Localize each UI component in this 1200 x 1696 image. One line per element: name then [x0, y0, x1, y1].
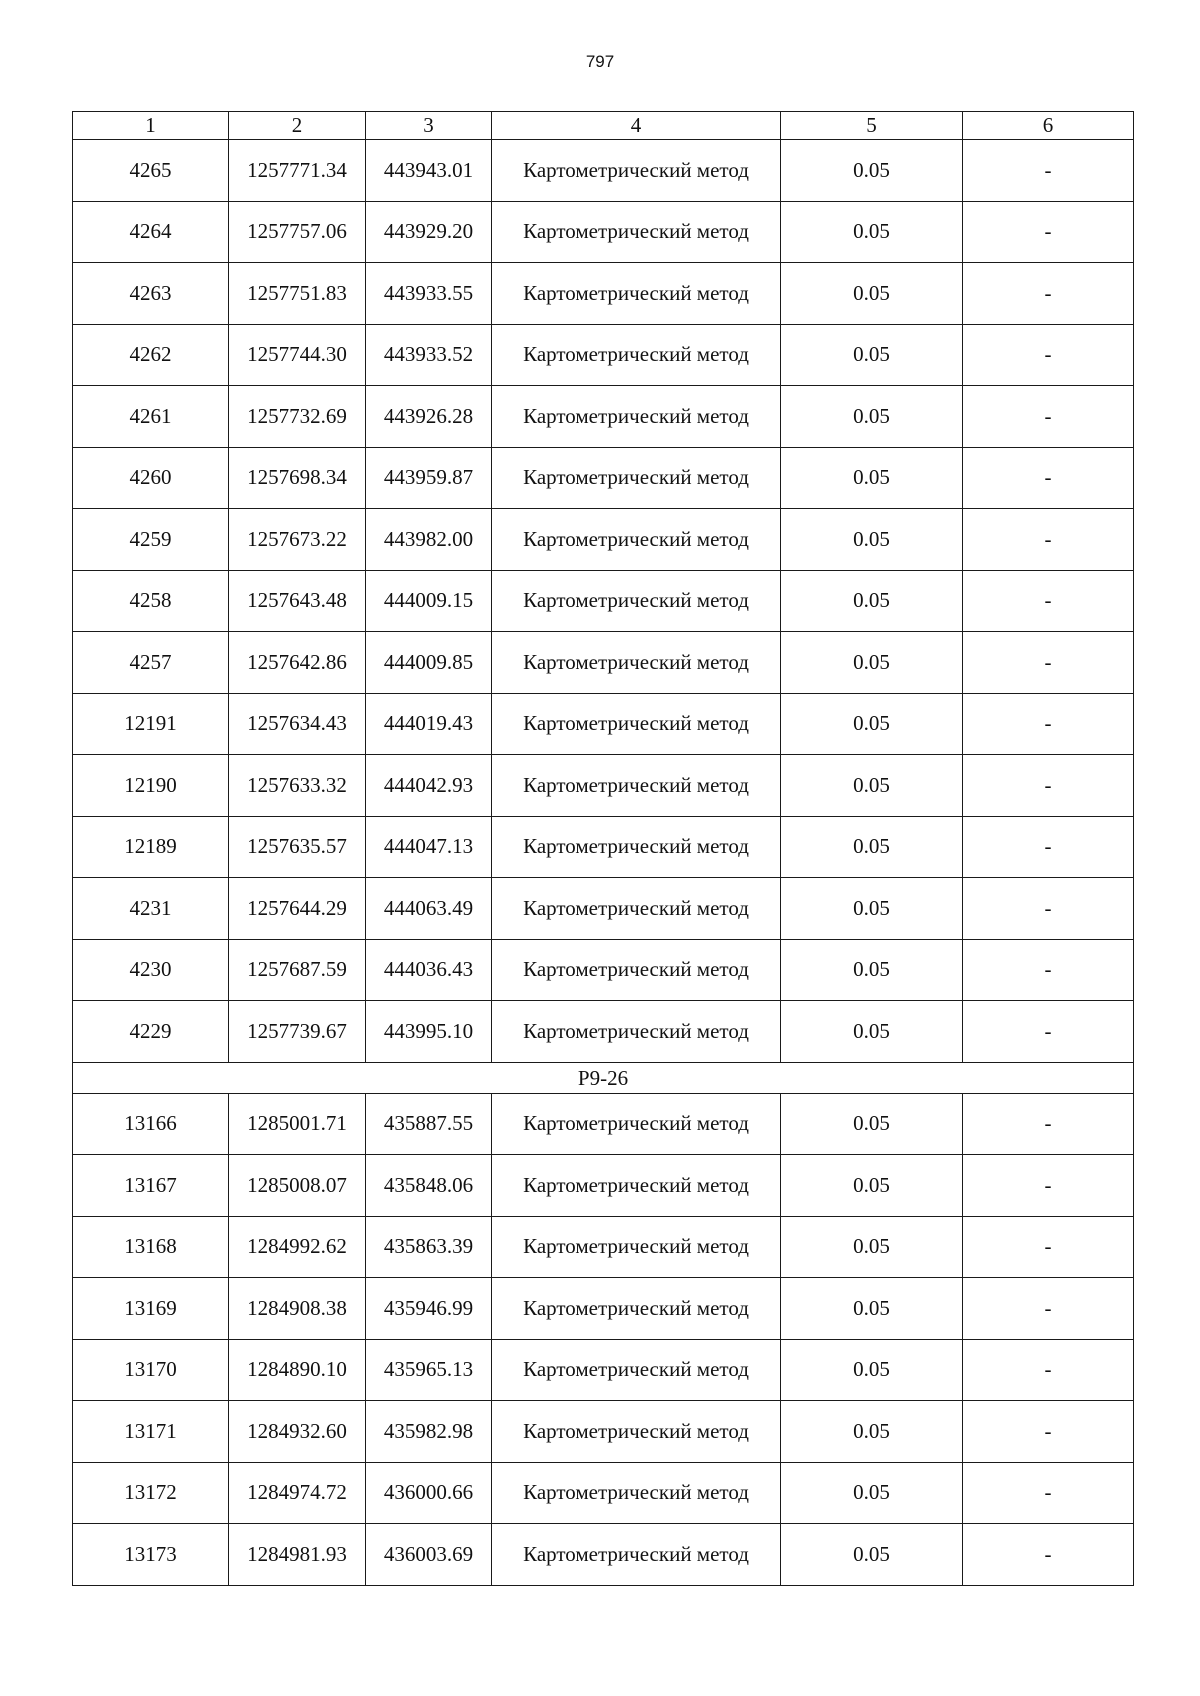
column-header-3: 3 — [366, 112, 492, 140]
table-cell-col-6: - — [963, 1401, 1134, 1463]
table-cell-col-2: 1257739.67 — [229, 1001, 366, 1063]
table-cell-col-5: 0.05 — [781, 1401, 963, 1463]
table-cell-col-5: 0.05 — [781, 1524, 963, 1586]
table-body — [73, 140, 1134, 1586]
table-cell-col-6: - — [963, 201, 1134, 263]
table-cell-col-6: - — [963, 816, 1134, 878]
table-row — [73, 386, 1134, 448]
table-cell-col-1: 12190 — [73, 755, 229, 817]
section-row — [73, 1062, 1134, 1093]
table-cell-col-4: Картометрический метод — [492, 1001, 781, 1063]
table-cell-col-5: 0.05 — [781, 939, 963, 1001]
table-cell-col-2: 1257643.48 — [229, 570, 366, 632]
table-cell-col-3: 443959.87 — [366, 447, 492, 509]
table-cell-col-4: Картометрический метод — [492, 1339, 781, 1401]
table-row — [73, 1462, 1134, 1524]
table-cell-col-5: 0.05 — [781, 632, 963, 694]
table-cell-col-6: - — [963, 1339, 1134, 1401]
table-cell-col-5: 0.05 — [781, 324, 963, 386]
table-row — [73, 693, 1134, 755]
table-row — [73, 201, 1134, 263]
table-cell-col-3: 443933.55 — [366, 263, 492, 325]
column-header-4: 4 — [492, 112, 781, 140]
table-cell-col-4: Картометрический метод — [492, 755, 781, 817]
table-cell-col-6: - — [963, 1155, 1134, 1217]
table-cell-col-6: - — [963, 324, 1134, 386]
table-cell-col-1: 13167 — [73, 1155, 229, 1217]
table-cell-col-3: 443933.52 — [366, 324, 492, 386]
table-cell-col-5: 0.05 — [781, 755, 963, 817]
table-cell-col-6: - — [963, 140, 1134, 202]
table-cell-col-5: 0.05 — [781, 1278, 963, 1340]
table-cell-col-2: 1257633.32 — [229, 755, 366, 817]
table-cell-col-5: 0.05 — [781, 386, 963, 448]
table-cell-col-4: Картометрический метод — [492, 1278, 781, 1340]
table-cell-col-3: 444009.85 — [366, 632, 492, 694]
table-cell-col-2: 1284974.72 — [229, 1462, 366, 1524]
table-cell-col-2: 1284908.38 — [229, 1278, 366, 1340]
table-cell-col-1: 4229 — [73, 1001, 229, 1063]
table-cell-col-4: Картометрический метод — [492, 816, 781, 878]
table-cell-col-1: 4258 — [73, 570, 229, 632]
table-row — [73, 755, 1134, 817]
table-cell-col-3: 443982.00 — [366, 509, 492, 571]
table-row — [73, 632, 1134, 694]
table-cell-col-6: - — [963, 693, 1134, 755]
table-cell-col-6: - — [963, 1278, 1134, 1340]
table-cell-col-4: Картометрический метод — [492, 1155, 781, 1217]
section-label: Р9-26 — [73, 1062, 1134, 1093]
table-row — [73, 509, 1134, 571]
column-header-6: 6 — [963, 112, 1134, 140]
table-cell-col-2: 1257751.83 — [229, 263, 366, 325]
table-cell-col-1: 13173 — [73, 1524, 229, 1586]
table-cell-col-5: 0.05 — [781, 816, 963, 878]
table-cell-col-3: 435946.99 — [366, 1278, 492, 1340]
table-cell-col-1: 13169 — [73, 1278, 229, 1340]
table-cell-col-3: 435863.39 — [366, 1216, 492, 1278]
table-cell-col-4: Картометрический метод — [492, 1462, 781, 1524]
column-header-5: 5 — [781, 112, 963, 140]
table-cell-col-4: Картометрический метод — [492, 447, 781, 509]
table-cell-col-1: 4261 — [73, 386, 229, 448]
table-cell-col-1: 13170 — [73, 1339, 229, 1401]
table-cell-col-6: - — [963, 1524, 1134, 1586]
table-cell-col-5: 0.05 — [781, 1155, 963, 1217]
table-cell-col-4: Картометрический метод — [492, 632, 781, 694]
table-cell-col-2: 1257744.30 — [229, 324, 366, 386]
table-row — [73, 263, 1134, 325]
table-cell-col-6: - — [963, 939, 1134, 1001]
table-cell-col-5: 0.05 — [781, 1093, 963, 1155]
table-cell-col-6: - — [963, 263, 1134, 325]
table-row — [73, 1155, 1134, 1217]
table-cell-col-2: 1257642.86 — [229, 632, 366, 694]
table-cell-col-5: 0.05 — [781, 140, 963, 202]
table-cell-col-1: 13166 — [73, 1093, 229, 1155]
table-row — [73, 447, 1134, 509]
table-cell-col-4: Картометрический метод — [492, 201, 781, 263]
table-cell-col-3: 435965.13 — [366, 1339, 492, 1401]
table-row — [73, 1001, 1134, 1063]
table-cell-col-1: 4257 — [73, 632, 229, 694]
table-cell-col-3: 435982.98 — [366, 1401, 492, 1463]
table-cell-col-6: - — [963, 1093, 1134, 1155]
table-cell-col-6: - — [963, 1001, 1134, 1063]
table-row — [73, 1278, 1134, 1340]
table-row — [73, 1216, 1134, 1278]
table-cell-col-6: - — [963, 1216, 1134, 1278]
column-header-2: 2 — [229, 112, 366, 140]
table-cell-col-5: 0.05 — [781, 509, 963, 571]
table-row — [73, 1093, 1134, 1155]
table-cell-col-3: 443929.20 — [366, 201, 492, 263]
table-cell-col-1: 4259 — [73, 509, 229, 571]
table-cell-col-2: 1284890.10 — [229, 1339, 366, 1401]
table-cell-col-2: 1257698.34 — [229, 447, 366, 509]
table-cell-col-1: 13168 — [73, 1216, 229, 1278]
table-cell-col-2: 1284932.60 — [229, 1401, 366, 1463]
table-cell-col-2: 1257687.59 — [229, 939, 366, 1001]
table-cell-col-2: 1257771.34 — [229, 140, 366, 202]
coordinates-table — [72, 111, 1134, 1586]
table-cell-col-5: 0.05 — [781, 1001, 963, 1063]
table-cell-col-4: Картометрический метод — [492, 878, 781, 940]
table-cell-col-4: Картометрический метод — [492, 140, 781, 202]
table-row — [73, 140, 1134, 202]
table-cell-col-4: Картометрический метод — [492, 1524, 781, 1586]
table-cell-col-3: 444042.93 — [366, 755, 492, 817]
table-row — [73, 878, 1134, 940]
table-row — [73, 1339, 1134, 1401]
table-cell-col-4: Картометрический метод — [492, 386, 781, 448]
table-cell-col-4: Картометрический метод — [492, 1093, 781, 1155]
table-cell-col-1: 13172 — [73, 1462, 229, 1524]
table-cell-col-2: 1257635.57 — [229, 816, 366, 878]
table-cell-col-5: 0.05 — [781, 570, 963, 632]
table-cell-col-6: - — [963, 386, 1134, 448]
table-cell-col-6: - — [963, 755, 1134, 817]
table-cell-col-3: 443926.28 — [366, 386, 492, 448]
table-cell-col-3: 443995.10 — [366, 1001, 492, 1063]
table-cell-col-3: 444036.43 — [366, 939, 492, 1001]
table-cell-col-3: 443943.01 — [366, 140, 492, 202]
header-row — [73, 112, 1134, 140]
table-cell-col-2: 1257673.22 — [229, 509, 366, 571]
table-cell-col-2: 1284981.93 — [229, 1524, 366, 1586]
table-cell-col-4: Картометрический метод — [492, 324, 781, 386]
column-header-1: 1 — [73, 112, 229, 140]
table-cell-col-1: 4264 — [73, 201, 229, 263]
table-cell-col-4: Картометрический метод — [492, 939, 781, 1001]
table-cell-col-4: Картометрический метод — [492, 509, 781, 571]
table-cell-col-5: 0.05 — [781, 1339, 963, 1401]
table-cell-col-6: - — [963, 570, 1134, 632]
table-cell-col-6: - — [963, 447, 1134, 509]
table-cell-col-5: 0.05 — [781, 878, 963, 940]
table-row — [73, 1401, 1134, 1463]
table-row — [73, 939, 1134, 1001]
table-cell-col-1: 4230 — [73, 939, 229, 1001]
table-cell-col-3: 436003.69 — [366, 1524, 492, 1586]
table-cell-col-2: 1284992.62 — [229, 1216, 366, 1278]
table-row — [73, 570, 1134, 632]
table-cell-col-3: 435887.55 — [366, 1093, 492, 1155]
table-cell-col-4: Картометрический метод — [492, 1401, 781, 1463]
page-number: 797 — [585, 52, 615, 71]
table-cell-col-2: 1257644.29 — [229, 878, 366, 940]
table-cell-col-1: 4231 — [73, 878, 229, 940]
table-cell-col-3: 436000.66 — [366, 1462, 492, 1524]
table-cell-col-1: 13171 — [73, 1401, 229, 1463]
table-cell-col-5: 0.05 — [781, 447, 963, 509]
table-cell-col-2: 1257732.69 — [229, 386, 366, 448]
table-cell-col-1: 12189 — [73, 816, 229, 878]
table-cell-col-3: 444047.13 — [366, 816, 492, 878]
table-row — [73, 324, 1134, 386]
table-cell-col-3: 444019.43 — [366, 693, 492, 755]
table-cell-col-2: 1257634.43 — [229, 693, 366, 755]
table-cell-col-4: Картометрический метод — [492, 693, 781, 755]
table-cell-col-5: 0.05 — [781, 263, 963, 325]
table-cell-col-1: 4265 — [73, 140, 229, 202]
table-cell-col-1: 4263 — [73, 263, 229, 325]
table-cell-col-5: 0.05 — [781, 693, 963, 755]
table-cell-col-2: 1257757.06 — [229, 201, 366, 263]
table-cell-col-4: Картометрический метод — [492, 1216, 781, 1278]
table-cell-col-6: - — [963, 509, 1134, 571]
table-cell-col-1: 4260 — [73, 447, 229, 509]
table-row — [73, 1524, 1134, 1586]
table-cell-col-5: 0.05 — [781, 1216, 963, 1278]
table-cell-col-3: 444009.15 — [366, 570, 492, 632]
table-cell-col-4: Картометрический метод — [492, 570, 781, 632]
table-cell-col-6: - — [963, 632, 1134, 694]
table-cell-col-4: Картометрический метод — [492, 263, 781, 325]
table-cell-col-3: 444063.49 — [366, 878, 492, 940]
table-cell-col-1: 12191 — [73, 693, 229, 755]
table-cell-col-6: - — [963, 878, 1134, 940]
table-cell-col-5: 0.05 — [781, 1462, 963, 1524]
table-cell-col-1: 4262 — [73, 324, 229, 386]
table-row — [73, 816, 1134, 878]
table-cell-col-2: 1285008.07 — [229, 1155, 366, 1217]
table-cell-col-2: 1285001.71 — [229, 1093, 366, 1155]
table-cell-col-3: 435848.06 — [366, 1155, 492, 1217]
table-cell-col-5: 0.05 — [781, 201, 963, 263]
table-cell-col-6: - — [963, 1462, 1134, 1524]
